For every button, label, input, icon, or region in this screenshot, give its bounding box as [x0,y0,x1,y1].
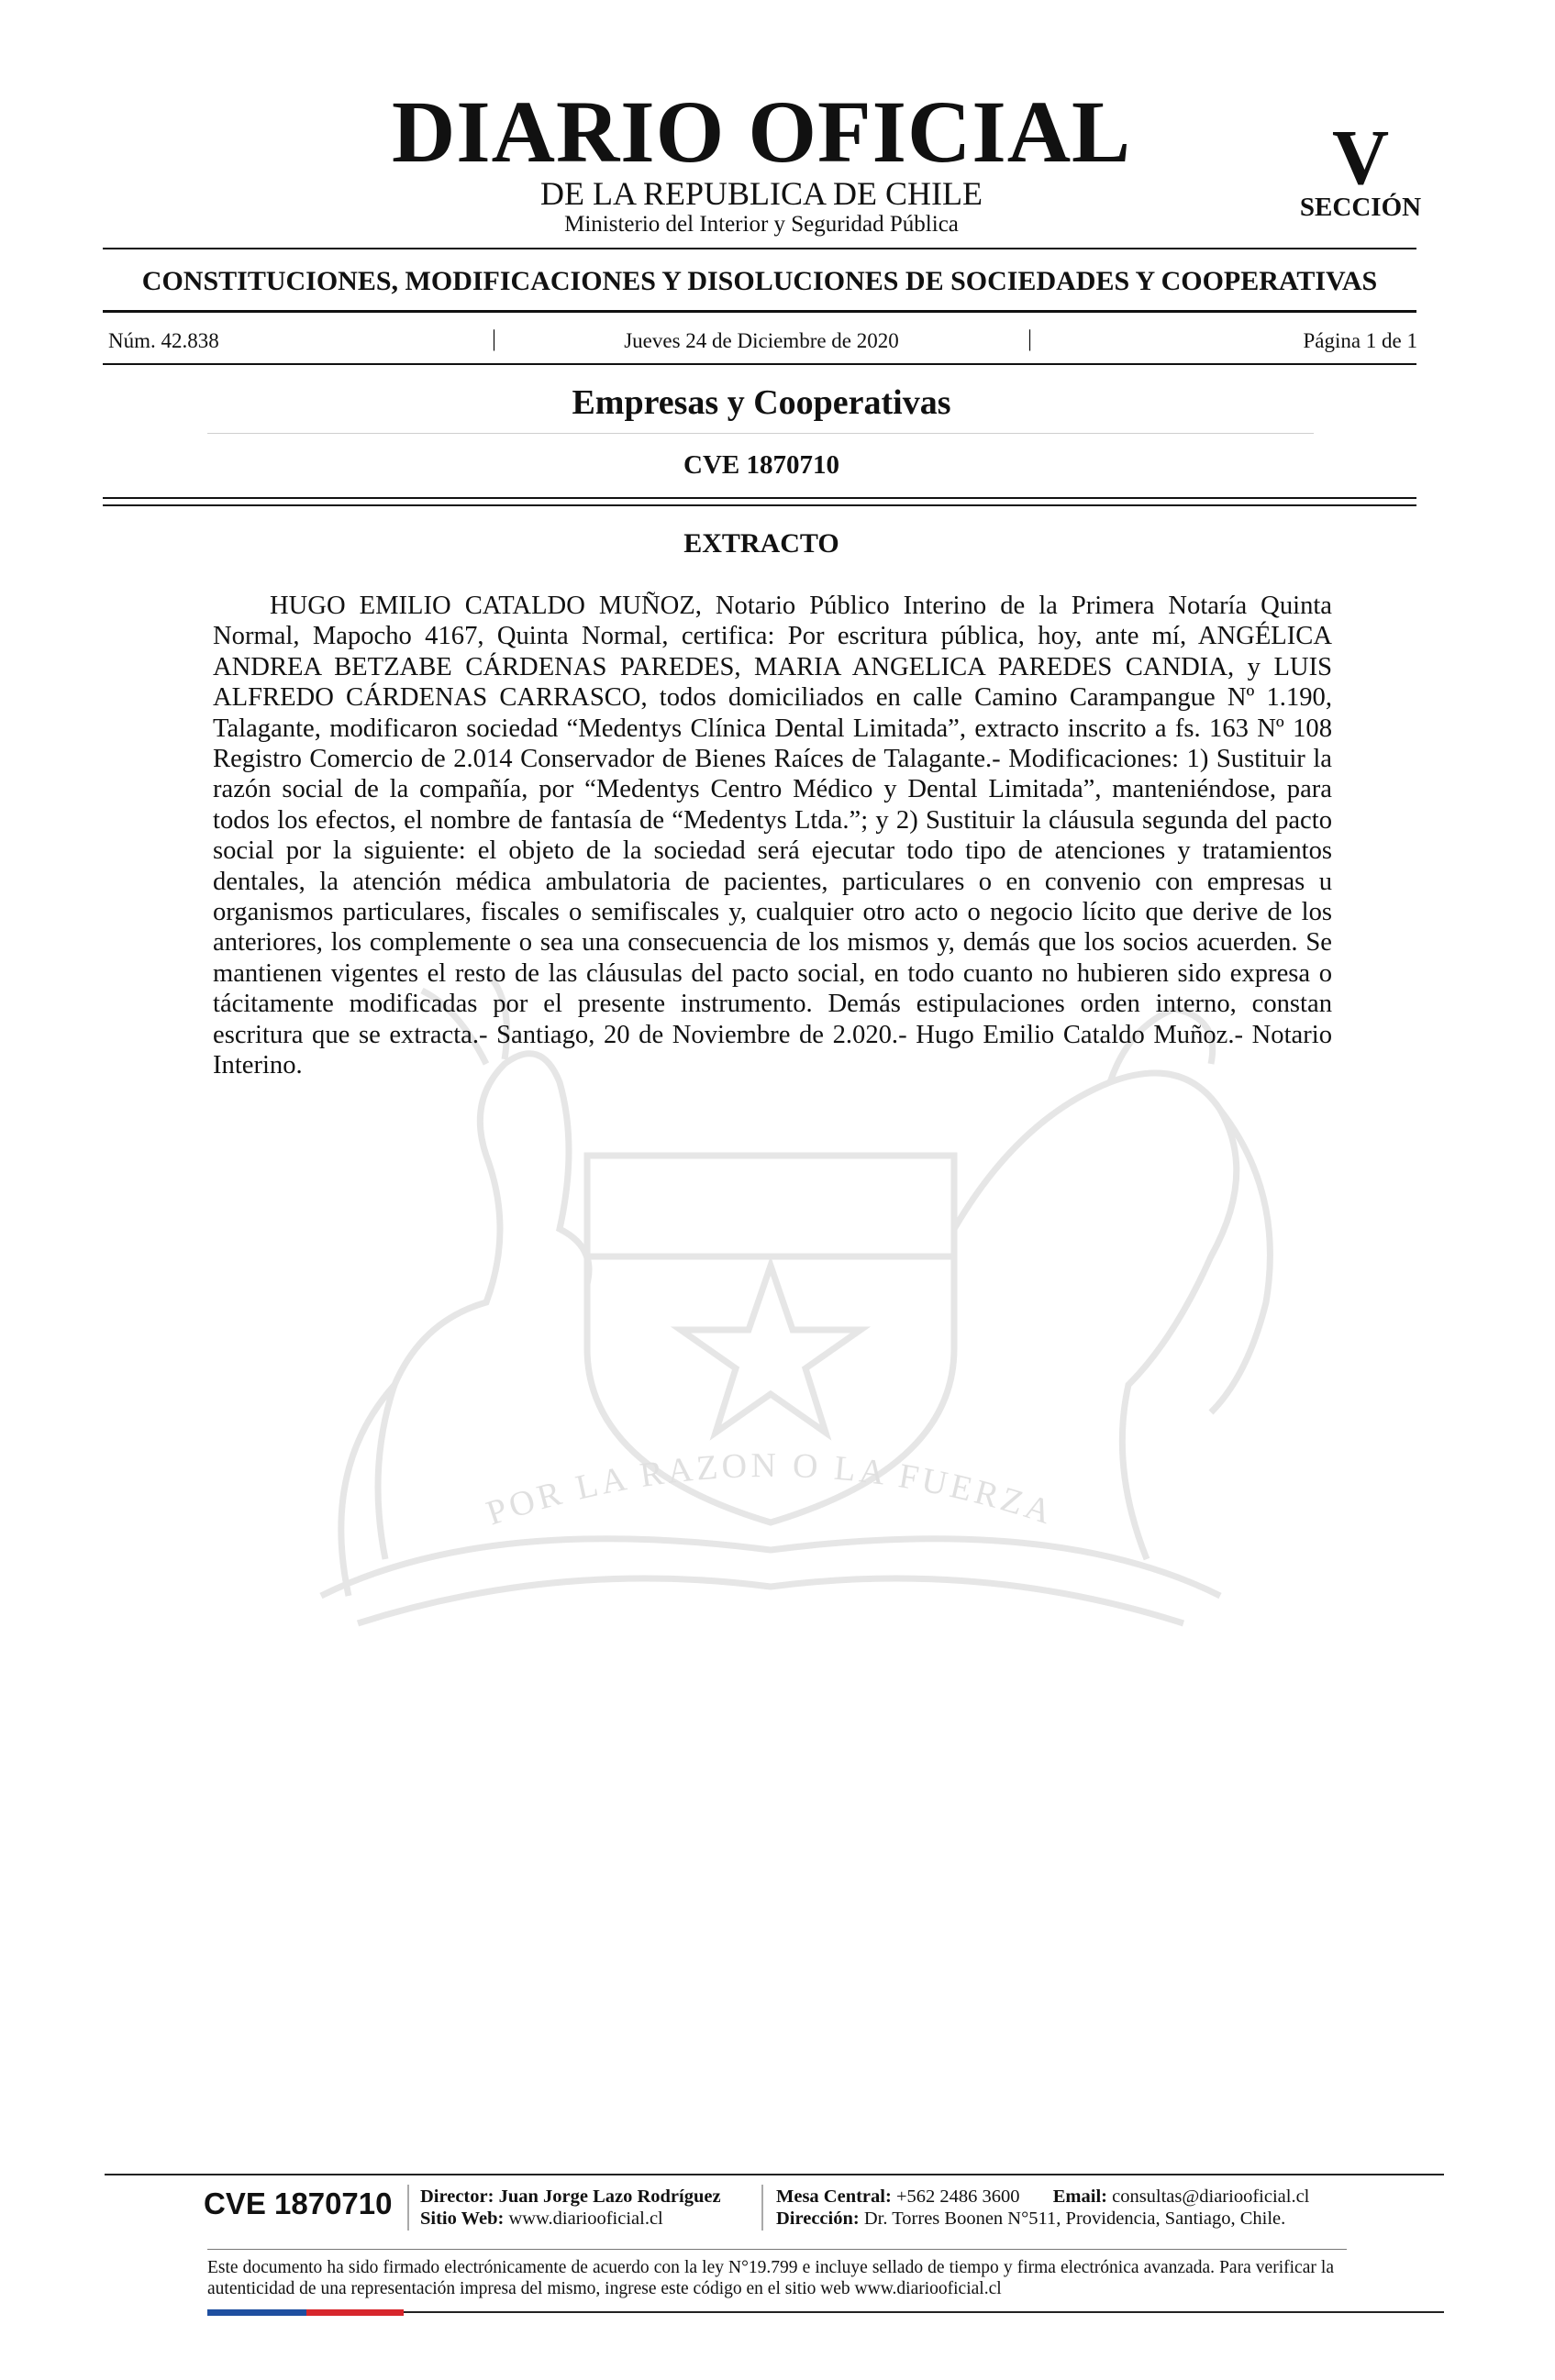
divider [103,310,1416,313]
divider [103,248,1416,249]
watermark-motto: POR LA RAZON O LA FUERZA [482,1445,1060,1533]
section-letter: V [1331,113,1390,201]
divider [207,433,1314,434]
masthead-subtitle: DE LA REPUBLICA DE CHILE [540,175,983,212]
divider [404,2311,1444,2313]
director-label: Director: [420,2186,494,2207]
phone-number: +562 2486 3600 [895,2186,1020,2207]
footer-director-block [420,2186,721,2230]
email-label: Email: [1052,2186,1107,2207]
divider [761,2185,763,2231]
divider [105,2174,1444,2175]
masthead-ministry: Ministerio del Interior y Seguridad Pública [564,212,959,237]
cve-code: CVE 1870710 [683,450,839,480]
section-label: SECCIÓN [1299,193,1422,222]
address-label: Dirección: [776,2208,860,2229]
footer-cve-code: CVE 1870710 [204,2186,393,2220]
divider [103,497,1416,499]
issue-number: Núm. 42.838 [108,329,219,352]
document-heading: EXTRACTO [683,528,839,559]
legal-note: Este documento ha sido firmado electrónicamente de acuerdo con la ley N°19.799 e incluye sellado de tiempo y firma electrónica avanzada. Para verificar la autenticidad de una representación impresa del mismo, ingrese este código en el sitio web www.diariooficial.cl [207,2258,1334,2298]
issue-date: Jueves 24 de Diciembre de 2020 [624,329,899,352]
website-label: Sitio Web: [420,2208,505,2229]
email-link[interactable]: consultas@diariooficial.cl [1112,2186,1310,2207]
divider: | [1027,327,1033,351]
divider [103,504,1416,506]
divider [407,2185,409,2231]
divider [103,363,1416,365]
masthead-title: DIARIO OFICIAL [391,83,1132,181]
director-name: Juan Jorge Lazo Rodríguez [498,2186,721,2207]
website-link[interactable]: www.diariooficial.cl [508,2208,663,2229]
divider: | [492,327,497,351]
address-text: Dr. Torres Boonen N°511, Providencia, Santiago, Chile. [863,2208,1286,2229]
divider [207,2249,1347,2250]
document-body: HUGO EMILIO CATALDO MUÑOZ, Notario Público Interino de la Primera Notaría Quinta Normal, Mapocho 4167, Quinta Normal, certifica: Por escritura pública, hoy, ante mí, ANGÉLICA ANDREA BETZABE CÁRDENAS PAREDES, MARIA ANGELICA PAREDES CANDIA, y LUIS ALFREDO CÁRDENAS CARRASCO, todos domiciliados en calle Camino Carampangue Nº 1.190, Talagante, modificaron sociedad “Medentys Clínica Dental Limitada”, extracto inscrito a fs. 163 Nº 108 Registro Comercio de 2.014 Conservador de Bienes Raíces de Talagante.- Modificaciones: 1) Sustituir la razón social de la compañía, por “Medentys Centro Médico y Dental Limitada”, manteniéndose, para todos los efectos, el nombre de fantasía de “Medentys Ltda.”; y 2) Sustituir la cláusula segunda del pacto social por la siguiente: el objeto de la sociedad será ejecutar todo tipo de atenciones y tratamientos dentales, la atención médica ambulatoria de pacientes, particulares o en convenio con empresas u organismos particulares, fiscales o semifiscales y, cualquier otro acto o negocio lícito que derive de los anteriores, los complemente o sea una consecuencia de los mismos y, demás que los socios acuerden. Se mantienen vigentes el resto de las cláusulas del pacto social, en todo cuanto no hubieren sido expresa o tácitamente modificadas por el presente instrumento. Demás estipulaciones orden interno, constan escritura que se extracta.- Santiago, 20 de Noviembre de 2.020.- Hugo Emilio Cataldo Muñoz.- Notario Interino. [213,592,1332,1080]
footer-contact-block [776,2186,1309,2230]
flag-stripe-blue [207,2309,306,2316]
flag-stripe-red [306,2309,404,2316]
section-title: Empresas y Cooperativas [572,383,951,422]
page-indicator: Página 1 de 1 [1303,329,1417,352]
category-heading: CONSTITUCIONES, MODIFICACIONES Y DISOLUCIONES DE SOCIEDADES Y COOPERATIVAS [141,266,1378,296]
phone-label: Mesa Central: [776,2186,892,2207]
